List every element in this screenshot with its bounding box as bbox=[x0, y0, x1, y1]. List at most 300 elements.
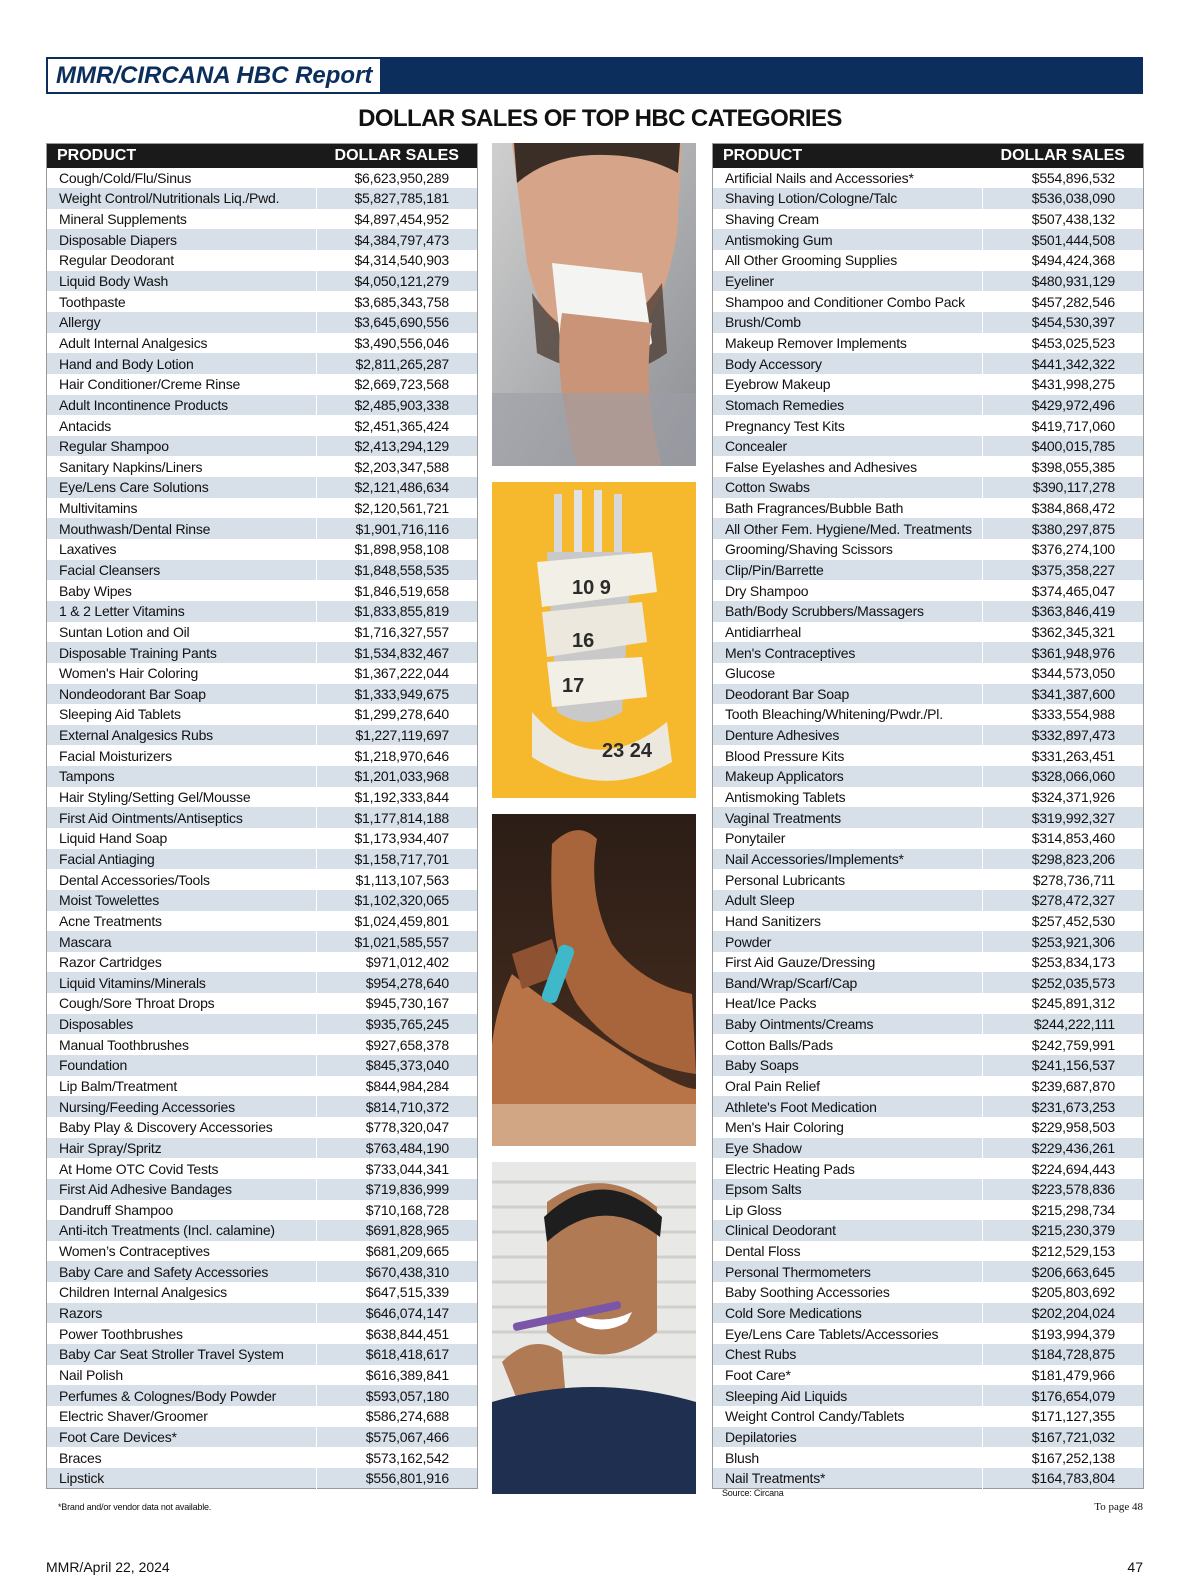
product-name: Bath Fragrances/Bubble Bath bbox=[713, 498, 983, 519]
table-row bbox=[713, 849, 1144, 870]
dollar-sales-value: $202,204,024 bbox=[983, 1303, 1144, 1324]
product-name: Denture Adhesives bbox=[713, 725, 983, 746]
product-name: Dental Floss bbox=[713, 1241, 983, 1262]
dollar-sales-value: $454,530,397 bbox=[983, 312, 1144, 333]
dollar-sales-value: $2,669,723,568 bbox=[317, 374, 478, 395]
product-name: Personal Lubricants bbox=[713, 869, 983, 890]
product-name: Electric Shaver/Groomer bbox=[47, 1406, 317, 1427]
table-row bbox=[713, 168, 1144, 189]
table-row bbox=[713, 436, 1144, 457]
table-row bbox=[713, 1179, 1144, 1200]
product-name: Body Accessory bbox=[713, 353, 983, 374]
table-row bbox=[47, 931, 478, 952]
table-row bbox=[47, 518, 478, 539]
dollar-sales-value: $1,024,459,801 bbox=[317, 911, 478, 932]
issue-date: MMR/April 22, 2024 bbox=[46, 1559, 170, 1575]
table-row bbox=[47, 1096, 478, 1117]
table-row bbox=[713, 1323, 1144, 1344]
header-dollar-sales: DOLLAR SALES bbox=[317, 144, 478, 168]
report-banner-label: MMR/CIRCANA HBC Report bbox=[46, 57, 382, 94]
dollar-sales-value: $205,803,692 bbox=[983, 1282, 1144, 1303]
dollar-sales-value: $1,218,970,646 bbox=[317, 745, 478, 766]
table-row bbox=[47, 745, 478, 766]
dollar-sales-value: $441,342,322 bbox=[983, 353, 1144, 374]
product-name: Adult Incontinence Products bbox=[47, 395, 317, 416]
table-row bbox=[713, 333, 1144, 354]
dollar-sales-value: $616,389,841 bbox=[317, 1365, 478, 1386]
table-row bbox=[713, 1365, 1144, 1386]
product-name: Cotton Swabs bbox=[713, 477, 983, 498]
product-name: Moist Towelettes bbox=[47, 890, 317, 911]
dollar-sales-value: $429,972,496 bbox=[983, 395, 1144, 416]
table-row bbox=[713, 353, 1144, 374]
product-name: First Aid Gauze/Dressing bbox=[713, 952, 983, 973]
dollar-sales-value: $374,465,047 bbox=[983, 580, 1144, 601]
table-row bbox=[47, 333, 478, 354]
product-name: Vaginal Treatments bbox=[713, 807, 983, 828]
table-row bbox=[47, 539, 478, 560]
dollar-sales-value: $361,948,976 bbox=[983, 642, 1144, 663]
product-name: Perfumes & Colognes/Body Powder bbox=[47, 1385, 317, 1406]
dollar-sales-value: $1,716,327,557 bbox=[317, 622, 478, 643]
product-name: Heat/Ice Packs bbox=[713, 993, 983, 1014]
dollar-sales-value: $176,654,079 bbox=[983, 1385, 1144, 1406]
table-row bbox=[47, 1014, 478, 1035]
product-name: Hair Spray/Spritz bbox=[47, 1138, 317, 1159]
table-row bbox=[47, 911, 478, 932]
table-row bbox=[47, 580, 478, 601]
product-name: Braces bbox=[47, 1447, 317, 1468]
table-row bbox=[713, 1034, 1144, 1055]
product-name: Foot Care* bbox=[713, 1365, 983, 1386]
dollar-sales-value: $332,897,473 bbox=[983, 725, 1144, 746]
dollar-sales-value: $229,958,503 bbox=[983, 1117, 1144, 1138]
table-row bbox=[713, 1468, 1144, 1489]
table-row bbox=[713, 580, 1144, 601]
dollar-sales-value: $593,057,180 bbox=[317, 1385, 478, 1406]
product-name: At Home OTC Covid Tests bbox=[47, 1158, 317, 1179]
dollar-sales-value: $384,868,472 bbox=[983, 498, 1144, 519]
product-name: Pregnancy Test Kits bbox=[713, 415, 983, 436]
fork-with-measuring-tape-photo bbox=[492, 482, 696, 798]
page-number: 47 bbox=[1127, 1559, 1143, 1575]
product-name: Mascara bbox=[47, 931, 317, 952]
dollar-sales-value: $231,673,253 bbox=[983, 1096, 1144, 1117]
dollar-sales-value: $4,384,797,473 bbox=[317, 229, 478, 250]
table-row bbox=[713, 518, 1144, 539]
table-row bbox=[47, 1447, 478, 1468]
product-name: Tooth Bleaching/Whitening/Pwdr./Pl. bbox=[713, 704, 983, 725]
table-row bbox=[47, 229, 478, 250]
table-row bbox=[713, 477, 1144, 498]
dollar-sales-value: $1,848,558,535 bbox=[317, 560, 478, 581]
dollar-sales-value: $390,117,278 bbox=[983, 477, 1144, 498]
svg-text:17: 17 bbox=[562, 675, 585, 697]
dollar-sales-value: $333,554,988 bbox=[983, 704, 1144, 725]
table-row bbox=[47, 1282, 478, 1303]
table-row bbox=[47, 168, 478, 189]
dollar-sales-value: $341,387,600 bbox=[983, 684, 1144, 705]
dollar-sales-value: $1,177,814,188 bbox=[317, 807, 478, 828]
product-name: Power Toothbrushes bbox=[47, 1323, 317, 1344]
table-row bbox=[713, 1117, 1144, 1138]
product-name: Facial Antiaging bbox=[47, 849, 317, 870]
product-name: Suntan Lotion and Oil bbox=[47, 622, 317, 643]
product-name: Facial Cleansers bbox=[47, 560, 317, 581]
dollar-sales-value: $2,120,561,721 bbox=[317, 498, 478, 519]
dollar-sales-value: $167,721,032 bbox=[983, 1427, 1144, 1448]
dollar-sales-value: $945,730,167 bbox=[317, 993, 478, 1014]
dollar-sales-value: $331,263,451 bbox=[983, 745, 1144, 766]
product-name: Grooming/Shaving Scissors bbox=[713, 539, 983, 560]
table-row bbox=[47, 663, 478, 684]
dollar-sales-value: $507,438,132 bbox=[983, 209, 1144, 230]
product-name: All Other Fem. Hygiene/Med. Treatments bbox=[713, 518, 983, 539]
table-row bbox=[713, 1303, 1144, 1324]
dollar-sales-value: $257,452,530 bbox=[983, 911, 1144, 932]
product-name: Foot Care Devices* bbox=[47, 1427, 317, 1448]
product-name: Oral Pain Relief bbox=[713, 1076, 983, 1097]
product-name: Concealer bbox=[713, 436, 983, 457]
dollar-sales-value: $2,121,486,634 bbox=[317, 477, 478, 498]
table-row bbox=[713, 1427, 1144, 1448]
table-header-row bbox=[47, 144, 478, 168]
dollar-sales-value: $814,710,372 bbox=[317, 1096, 478, 1117]
dollar-sales-value: $2,451,365,424 bbox=[317, 415, 478, 436]
product-name: Shampoo and Conditioner Combo Pack bbox=[713, 291, 983, 312]
dollar-sales-value: $1,846,519,658 bbox=[317, 580, 478, 601]
man-brushing-teeth-photo bbox=[492, 1162, 696, 1494]
dollar-sales-value: $229,436,261 bbox=[983, 1138, 1144, 1159]
table-row bbox=[47, 498, 478, 519]
dollar-sales-value: $453,025,523 bbox=[983, 333, 1144, 354]
dollar-sales-value: $380,297,875 bbox=[983, 518, 1144, 539]
product-name: Antidiarrheal bbox=[713, 622, 983, 643]
dollar-sales-value: $1,898,958,108 bbox=[317, 539, 478, 560]
table-row bbox=[47, 828, 478, 849]
product-name: Hair Styling/Setting Gel/Mousse bbox=[47, 787, 317, 808]
dollar-sales-value: $844,984,284 bbox=[317, 1076, 478, 1097]
product-name: All Other Grooming Supplies bbox=[713, 250, 983, 271]
dollar-sales-value: $193,994,379 bbox=[983, 1323, 1144, 1344]
table-row bbox=[47, 766, 478, 787]
dollar-sales-value: $573,162,542 bbox=[317, 1447, 478, 1468]
dollar-sales-value: $556,801,916 bbox=[317, 1468, 478, 1489]
table-row bbox=[47, 271, 478, 292]
product-name: Sleeping Aid Liquids bbox=[713, 1385, 983, 1406]
product-name: Men's Hair Coloring bbox=[713, 1117, 983, 1138]
dollar-sales-value: $2,811,265,287 bbox=[317, 353, 478, 374]
table-row bbox=[47, 1261, 478, 1282]
dollar-sales-value: $670,438,310 bbox=[317, 1261, 478, 1282]
dollar-sales-value: $954,278,640 bbox=[317, 972, 478, 993]
table-row bbox=[713, 1261, 1144, 1282]
product-name: Clinical Deodorant bbox=[713, 1220, 983, 1241]
product-name: Sleeping Aid Tablets bbox=[47, 704, 317, 725]
table-row bbox=[713, 684, 1144, 705]
table-row bbox=[47, 1241, 478, 1262]
dollar-sales-value: $6,623,950,289 bbox=[317, 168, 478, 189]
dollar-sales-value: $586,274,688 bbox=[317, 1406, 478, 1427]
product-name: Athlete's Foot Medication bbox=[713, 1096, 983, 1117]
table-row bbox=[713, 539, 1144, 560]
product-name: Shaving Lotion/Cologne/Talc bbox=[713, 188, 983, 209]
table-row bbox=[713, 642, 1144, 663]
product-name: Regular Deodorant bbox=[47, 250, 317, 271]
dollar-sales-value: $181,479,966 bbox=[983, 1365, 1144, 1386]
dollar-sales-value: $398,055,385 bbox=[983, 456, 1144, 477]
table-row bbox=[713, 869, 1144, 890]
table-row bbox=[713, 456, 1144, 477]
table-row bbox=[713, 312, 1144, 333]
product-name: Mouthwash/Dental Rinse bbox=[47, 518, 317, 539]
dollar-sales-value: $184,728,875 bbox=[983, 1344, 1144, 1365]
product-name: Personal Thermometers bbox=[713, 1261, 983, 1282]
product-name: Eye Shadow bbox=[713, 1138, 983, 1159]
table-row bbox=[47, 1365, 478, 1386]
dollar-sales-value: $2,413,294,129 bbox=[317, 436, 478, 457]
dollar-sales-value: $206,663,645 bbox=[983, 1261, 1144, 1282]
table-row bbox=[47, 456, 478, 477]
product-name: Stomach Remedies bbox=[713, 395, 983, 416]
table-row bbox=[47, 209, 478, 230]
table-row bbox=[47, 1034, 478, 1055]
dollar-sales-value: $480,931,129 bbox=[983, 271, 1144, 292]
table-row bbox=[713, 1014, 1144, 1035]
dollar-sales-value: $845,373,040 bbox=[317, 1055, 478, 1076]
dollar-sales-value: $719,836,999 bbox=[317, 1179, 478, 1200]
table-row bbox=[47, 415, 478, 436]
product-name: Women's Hair Coloring bbox=[47, 663, 317, 684]
product-name: Disposable Diapers bbox=[47, 229, 317, 250]
product-name: Anti-itch Treatments (Incl. calamine) bbox=[47, 1220, 317, 1241]
table-row bbox=[47, 787, 478, 808]
dollar-sales-value: $319,992,327 bbox=[983, 807, 1144, 828]
dollar-sales-value: $1,333,949,675 bbox=[317, 684, 478, 705]
table-row bbox=[713, 745, 1144, 766]
dollar-sales-value: $224,694,443 bbox=[983, 1158, 1144, 1179]
product-name: Powder bbox=[713, 931, 983, 952]
product-name: Eyebrow Makeup bbox=[713, 374, 983, 395]
dollar-sales-value: $1,102,320,065 bbox=[317, 890, 478, 911]
dollar-sales-value: $927,658,378 bbox=[317, 1034, 478, 1055]
dollar-sales-value: $252,035,573 bbox=[983, 972, 1144, 993]
table-row bbox=[47, 436, 478, 457]
dollar-sales-value: $244,222,111 bbox=[983, 1014, 1144, 1035]
product-name: Cold Sore Medications bbox=[713, 1303, 983, 1324]
dollar-sales-value: $242,759,991 bbox=[983, 1034, 1144, 1055]
sunscreen-spray-legs-photo bbox=[492, 814, 696, 1146]
product-name: Men's Contraceptives bbox=[713, 642, 983, 663]
dollar-sales-value: $376,274,100 bbox=[983, 539, 1144, 560]
product-name: Toothpaste bbox=[47, 291, 317, 312]
product-name: Dandruff Shampoo bbox=[47, 1200, 317, 1221]
dollar-sales-value: $215,230,379 bbox=[983, 1220, 1144, 1241]
product-name: Baby Wipes bbox=[47, 580, 317, 601]
table-row bbox=[713, 1200, 1144, 1221]
table-row bbox=[713, 890, 1144, 911]
product-name: Sanitary Napkins/Liners bbox=[47, 456, 317, 477]
product-name: Baby Soaps bbox=[713, 1055, 983, 1076]
table-row bbox=[713, 601, 1144, 622]
dollar-sales-value: $647,515,339 bbox=[317, 1282, 478, 1303]
product-name: Regular Shampoo bbox=[47, 436, 317, 457]
product-name: Cough/Cold/Flu/Sinus bbox=[47, 168, 317, 189]
dollar-sales-value: $328,066,060 bbox=[983, 766, 1144, 787]
product-name: Multivitamins bbox=[47, 498, 317, 519]
dollar-sales-value: $710,168,728 bbox=[317, 1200, 478, 1221]
product-name: Adult Sleep bbox=[713, 890, 983, 911]
product-name: Liquid Vitamins/Minerals bbox=[47, 972, 317, 993]
product-name: Manual Toothbrushes bbox=[47, 1034, 317, 1055]
table-row bbox=[713, 1406, 1144, 1427]
product-name: Foundation bbox=[47, 1055, 317, 1076]
product-name: Chest Rubs bbox=[713, 1344, 983, 1365]
dollar-sales-value: $1,021,585,557 bbox=[317, 931, 478, 952]
dollar-sales-value: $646,074,147 bbox=[317, 1303, 478, 1324]
dollar-sales-value: $691,828,965 bbox=[317, 1220, 478, 1241]
table-row bbox=[47, 890, 478, 911]
product-name: Depilatories bbox=[713, 1427, 983, 1448]
table-row bbox=[47, 1200, 478, 1221]
product-name: 1 & 2 Letter Vitamins bbox=[47, 601, 317, 622]
table-row bbox=[47, 869, 478, 890]
table-row bbox=[47, 1323, 478, 1344]
table-row bbox=[713, 1158, 1144, 1179]
product-name: Cough/Sore Throat Drops bbox=[47, 993, 317, 1014]
table-row bbox=[47, 1427, 478, 1448]
dollar-sales-value: $171,127,355 bbox=[983, 1406, 1144, 1427]
dollar-sales-value: $164,783,804 bbox=[983, 1468, 1144, 1489]
dollar-sales-value: $1,201,033,968 bbox=[317, 766, 478, 787]
product-name: Mineral Supplements bbox=[47, 209, 317, 230]
dollar-sales-value: $1,113,107,563 bbox=[317, 869, 478, 890]
dollar-sales-value: $1,158,717,701 bbox=[317, 849, 478, 870]
dollar-sales-value: $3,490,556,046 bbox=[317, 333, 478, 354]
table-row bbox=[47, 1406, 478, 1427]
table-row bbox=[47, 1138, 478, 1159]
dollar-sales-value: $278,472,327 bbox=[983, 890, 1144, 911]
product-name: External Analgesics Rubs bbox=[47, 725, 317, 746]
table-row bbox=[47, 952, 478, 973]
sales-table-left bbox=[46, 143, 478, 1489]
product-name: Makeup Remover Implements bbox=[713, 333, 983, 354]
dollar-sales-value: $167,252,138 bbox=[983, 1447, 1144, 1468]
dollar-sales-value: $4,314,540,903 bbox=[317, 250, 478, 271]
table-row bbox=[713, 622, 1144, 643]
dollar-sales-value: $363,846,419 bbox=[983, 601, 1144, 622]
product-name: Clip/Pin/Barrette bbox=[713, 560, 983, 581]
product-name: Nondeodorant Bar Soap bbox=[47, 684, 317, 705]
table-row bbox=[713, 663, 1144, 684]
dollar-sales-value: $457,282,546 bbox=[983, 291, 1144, 312]
dollar-sales-value: $4,050,121,279 bbox=[317, 271, 478, 292]
product-name: Hand and Body Lotion bbox=[47, 353, 317, 374]
product-name: Nursing/Feeding Accessories bbox=[47, 1096, 317, 1117]
product-name: Razor Cartridges bbox=[47, 952, 317, 973]
product-name: Weight Control/Nutritionals Liq./Pwd. bbox=[47, 188, 317, 209]
dollar-sales-value: $618,418,617 bbox=[317, 1344, 478, 1365]
product-name: Antacids bbox=[47, 415, 317, 436]
table-row bbox=[47, 1158, 478, 1179]
table-row bbox=[47, 601, 478, 622]
table-row bbox=[47, 250, 478, 271]
dollar-sales-value: $1,534,832,467 bbox=[317, 642, 478, 663]
product-name: Bath/Body Scrubbers/Massagers bbox=[713, 601, 983, 622]
table-row bbox=[713, 1241, 1144, 1262]
dollar-sales-value: $494,424,368 bbox=[983, 250, 1144, 271]
table-row bbox=[713, 828, 1144, 849]
table-row bbox=[47, 1385, 478, 1406]
table-row bbox=[47, 849, 478, 870]
dollar-sales-value: $1,901,716,116 bbox=[317, 518, 478, 539]
product-name: Disposables bbox=[47, 1014, 317, 1035]
product-name: Epsom Salts bbox=[713, 1179, 983, 1200]
product-name: Antismoking Tablets bbox=[713, 787, 983, 808]
product-name: Facial Moisturizers bbox=[47, 745, 317, 766]
table-row bbox=[713, 807, 1144, 828]
table-row bbox=[47, 477, 478, 498]
table-row bbox=[713, 972, 1144, 993]
table-row bbox=[47, 353, 478, 374]
product-name: Dry Shampoo bbox=[713, 580, 983, 601]
sales-table-right bbox=[712, 143, 1144, 1489]
product-name: Children Internal Analgesics bbox=[47, 1282, 317, 1303]
product-name: Nail Accessories/Implements* bbox=[713, 849, 983, 870]
table-row bbox=[47, 188, 478, 209]
svg-text:23 24: 23 24 bbox=[602, 740, 653, 762]
product-name: Hand Sanitizers bbox=[713, 911, 983, 932]
continued-link[interactable]: To page 48 bbox=[1094, 1501, 1143, 1513]
table-row bbox=[713, 395, 1144, 416]
product-name: Allergy bbox=[47, 312, 317, 333]
dollar-sales-value: $212,529,153 bbox=[983, 1241, 1144, 1262]
man-with-tissue-photo bbox=[492, 143, 696, 466]
dollar-sales-value: $681,209,665 bbox=[317, 1241, 478, 1262]
dollar-sales-value: $431,998,275 bbox=[983, 374, 1144, 395]
table-row bbox=[713, 209, 1144, 230]
table-row bbox=[47, 1117, 478, 1138]
product-name: Shaving Cream bbox=[713, 209, 983, 230]
dollar-sales-value: $314,853,460 bbox=[983, 828, 1144, 849]
table-row bbox=[47, 560, 478, 581]
product-name: Liquid Hand Soap bbox=[47, 828, 317, 849]
table-row bbox=[713, 704, 1144, 725]
product-name: First Aid Ointments/Antiseptics bbox=[47, 807, 317, 828]
product-name: Razors bbox=[47, 1303, 317, 1324]
product-name: Nail Treatments* bbox=[713, 1468, 983, 1489]
product-name: Cotton Balls/Pads bbox=[713, 1034, 983, 1055]
product-name: False Eyelashes and Adhesives bbox=[713, 456, 983, 477]
product-name: Disposable Training Pants bbox=[47, 642, 317, 663]
product-name: Eye/Lens Care Solutions bbox=[47, 477, 317, 498]
table-row bbox=[713, 1055, 1144, 1076]
table-row bbox=[47, 1303, 478, 1324]
product-name: Brush/Comb bbox=[713, 312, 983, 333]
product-name: Artificial Nails and Accessories* bbox=[713, 168, 983, 189]
dollar-sales-value: $215,298,734 bbox=[983, 1200, 1144, 1221]
table-row bbox=[47, 642, 478, 663]
table-row bbox=[713, 415, 1144, 436]
svg-text:10 9: 10 9 bbox=[572, 577, 611, 599]
table-row bbox=[47, 1055, 478, 1076]
product-name: Liquid Body Wash bbox=[47, 271, 317, 292]
table-row bbox=[713, 931, 1144, 952]
product-name: Women’s Contraceptives bbox=[47, 1241, 317, 1262]
dollar-sales-value: $253,921,306 bbox=[983, 931, 1144, 952]
dollar-sales-value: $733,044,341 bbox=[317, 1158, 478, 1179]
dollar-sales-value: $1,299,278,640 bbox=[317, 704, 478, 725]
